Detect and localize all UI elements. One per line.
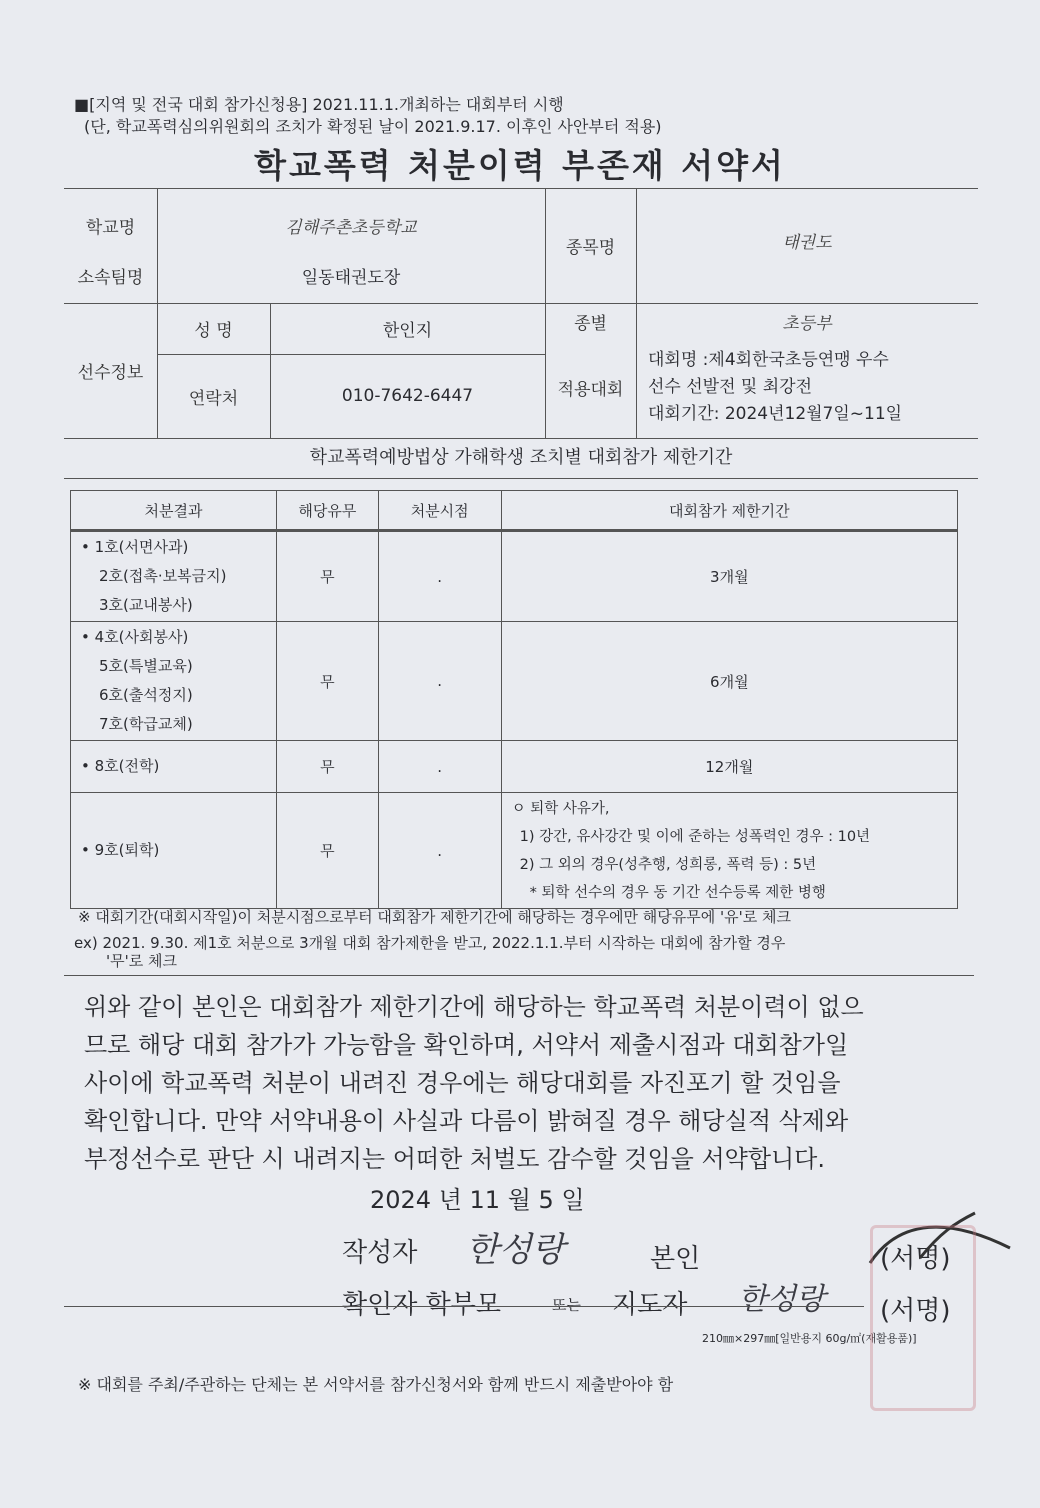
self-label: 본인 xyxy=(650,1244,701,1274)
category-label: 종별 xyxy=(574,313,607,334)
result-item: 7호(학급교체) xyxy=(99,715,193,733)
writer-signature: 한성랑 xyxy=(466,1230,565,1270)
header-notice-line1: ■[지역 및 전국 대회 참가신청용] 2021.11.1.개최하는 대회부터 시행 xyxy=(74,95,564,114)
contact-value: 010-7642-6447 xyxy=(341,386,474,406)
time-cell: . xyxy=(378,531,501,622)
period-line: * 퇴학 선수의 경우 동 기간 선수등록 제한 병행 xyxy=(529,884,826,901)
competition-label: 적용대회 xyxy=(557,379,624,400)
result-item: • 9호(퇴학) xyxy=(81,841,160,859)
result-cell xyxy=(71,793,277,909)
col-header-result: 처분결과 xyxy=(71,491,277,531)
competition-name-line1: 대회명 :제4회한국초등연맹 우수 xyxy=(648,350,889,370)
competition-period: 대회기간: 2024년12월7일~11일 xyxy=(648,404,903,424)
col-header-status: 해당유무 xyxy=(276,491,378,531)
table-row xyxy=(71,793,958,909)
confirmer-signature: 한성랑 xyxy=(738,1282,825,1317)
result-item: • 4호(사회봉사) xyxy=(81,628,189,646)
competition-name-line2: 선수 선발전 및 최강전 xyxy=(648,377,813,397)
table-row xyxy=(71,741,958,793)
table-note-2: ex) 2021. 9.30. 제1호 처분으로 3개월 대회 참가제한을 받고, 2022.1.1.부터 시작하는 대회에 참가할 경우 xyxy=(74,934,786,952)
writer-label: 작성자 xyxy=(342,1238,418,1268)
period-cell: 6개월 xyxy=(501,622,957,741)
result-item: • 1호(서면사과) xyxy=(81,538,189,556)
result-item: 5호(특별교육) xyxy=(99,657,193,675)
rules-subtitle: 학교폭력예방법상 가해학생 조치별 대회참가 제한기간 xyxy=(309,447,733,468)
table-header-row xyxy=(71,491,958,531)
result-cell xyxy=(71,531,277,622)
pledge-date: 2024 년 11 월 5 일 xyxy=(370,1186,585,1214)
header-notice-line2: (단, 학교폭력심의위원회의 조치가 확정된 날이 2021.9.17. 이후인 사안부터 적용) xyxy=(84,117,662,136)
result-cell xyxy=(71,622,277,741)
status-cell: 무 xyxy=(276,741,378,793)
category-value: 초등부 xyxy=(782,313,832,334)
footer-note: ※ 대회를 주최/주관하는 단체는 본 서약서를 참가신청서와 함께 반드시 제출받아야 함 xyxy=(78,1375,674,1394)
table-row xyxy=(71,531,958,622)
pledge-line: 부정선수로 판단 시 내려지는 어떠한 처벌도 감수할 것임을 서약합니다. xyxy=(84,1145,825,1173)
or-label: 또는 xyxy=(552,1296,581,1314)
team-label: 소속팀명 xyxy=(77,267,144,288)
result-item: 6호(출석정지) xyxy=(99,686,193,704)
col-header-period: 대회참가 제한기간 xyxy=(501,491,957,531)
table-note-3: '무'로 체크 xyxy=(106,952,177,970)
pledge-text xyxy=(84,988,964,1178)
period-cell: 12개월 xyxy=(501,741,957,793)
status-cell: 무 xyxy=(276,531,378,622)
result-cell xyxy=(71,741,277,793)
seal-stamp-icon xyxy=(870,1225,976,1411)
instructor-label: 지도자 xyxy=(612,1290,688,1320)
period-line: 2) 그 외의 경우(성추행, 성희롱, 폭력 등) : 5년 xyxy=(519,856,817,873)
paper-spec: 210㎜×297㎜[일반용지 60g/㎡(재활용품)] xyxy=(702,1332,917,1345)
seal-label-2: (서명) xyxy=(880,1296,951,1326)
time-cell: . xyxy=(378,622,501,741)
time-cell: . xyxy=(378,741,501,793)
competition-details xyxy=(648,347,902,428)
document-title: 학교폭력 처분이력 부존재 서약서 xyxy=(254,146,786,185)
result-item: 2호(접촉·보복금지) xyxy=(99,567,227,585)
period-cell xyxy=(501,793,957,909)
school-label: 학교명 xyxy=(85,217,136,238)
period-line: ㅇ 퇴학 사유가, xyxy=(511,800,610,817)
name-label: 성 명 xyxy=(194,321,233,341)
table-note-1: ※ 대회기간(대회시작일)이 처분시점으로부터 대회참가 제한기간에 해당하는 경우에만 해당유무에 '유'로 체크 xyxy=(78,908,791,926)
pledge-line: 위와 같이 본인은 대회참가 제한기간에 해당하는 학교폭력 처분이력이 없으 xyxy=(84,993,864,1021)
period-cell: 3개월 xyxy=(501,531,957,622)
confirmer-label: 확인자 학부모 xyxy=(342,1290,501,1320)
pledge-line: 확인합니다. 만약 서약내용이 사실과 다름이 밝혀질 경우 해당실적 삭제와 xyxy=(84,1107,849,1135)
team-value: 일동태권도장 xyxy=(301,267,401,288)
time-cell: . xyxy=(378,793,501,909)
pledge-line: 므로 해당 대회 참가가 가능함을 확인하며, 서약서 제출시점과 대회참가일 xyxy=(84,1031,849,1059)
restriction-table xyxy=(70,490,958,909)
event-label: 종목명 xyxy=(565,238,616,258)
seal-label-1: (서명) xyxy=(880,1244,951,1274)
result-item: • 8호(전학) xyxy=(81,757,160,775)
table-row xyxy=(71,622,958,741)
player-info-label: 선수정보 xyxy=(77,363,144,383)
col-header-time: 처분시점 xyxy=(378,491,501,531)
status-cell: 무 xyxy=(276,793,378,909)
result-item: 3호(교내봉사) xyxy=(99,596,193,614)
school-value: 김해주촌초등학교 xyxy=(285,217,417,238)
name-value: 한인지 xyxy=(382,321,433,341)
pledge-line: 사이에 학교폭력 처분이 내려진 경우에는 해당대회를 자진포기 할 것임을 xyxy=(84,1069,841,1097)
period-line: 1) 강간, 유사강간 및 이에 준하는 성폭력인 경우 : 10년 xyxy=(519,828,871,845)
event-value: 태권도 xyxy=(782,233,832,253)
status-cell: 무 xyxy=(276,622,378,741)
contact-label: 연락처 xyxy=(188,388,239,409)
